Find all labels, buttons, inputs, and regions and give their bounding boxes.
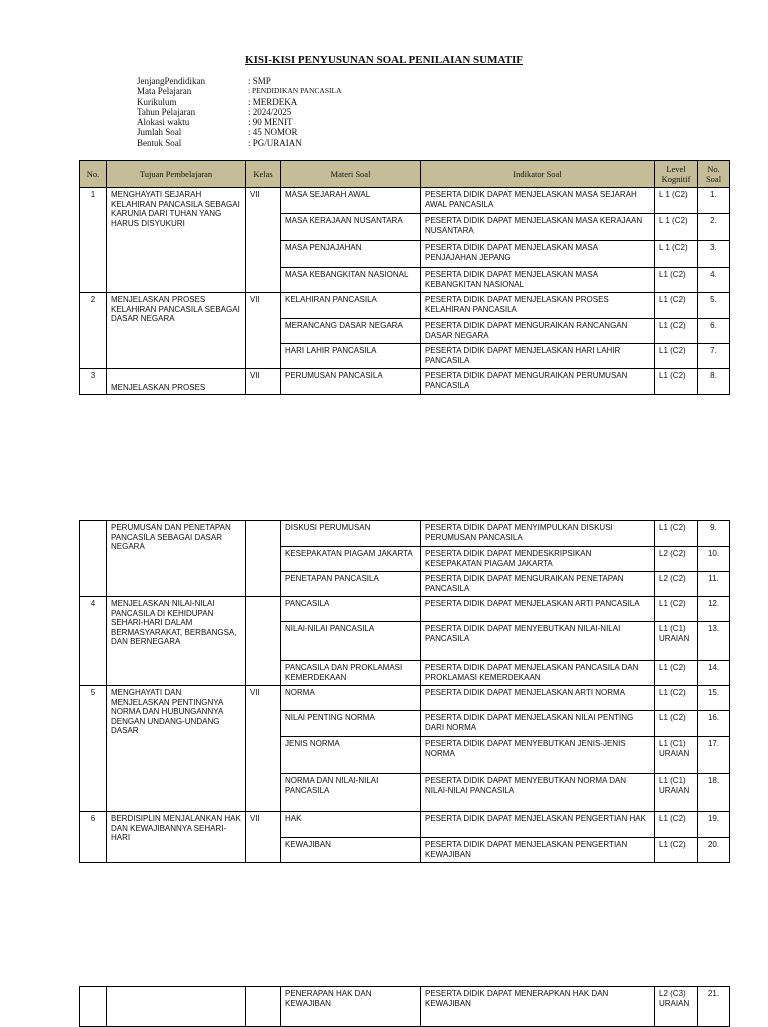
- cell-kelas: [246, 597, 281, 686]
- cell-materi: KESEPAKATAN PIAGAM JAKARTA: [281, 547, 421, 572]
- cell-materi: KEWAJIBAN: [281, 838, 421, 863]
- meta-row: [137, 107, 341, 117]
- cell-nosoal: 18.: [698, 774, 730, 812]
- cell-materi: JENIS NORMA: [281, 737, 421, 774]
- table-row: [80, 812, 730, 838]
- cell-nosoal: 13.: [698, 622, 730, 661]
- cell-tujuan: MENJELASKAN NILAI-NILAI PANCASILA DI KEHIDUPAN SEHARI-HARI DALAM BERMASYARAKAT, BERBANGSA, DAN BERNEGARA: [107, 597, 246, 686]
- cell-indikator: PESERTA DIDIK DAPAT MENYEBUTKAN NORMA DAN NILAI-NILAI PANCASILA: [421, 774, 655, 812]
- table-row: [80, 293, 730, 319]
- cell-kelas: VII: [246, 293, 281, 369]
- cell-materi: NORMA: [281, 686, 421, 711]
- cell-indikator: PESERTA DIDIK DAPAT MENDESKRIPSIKAN KESEPAKATAN PIAGAM JAKARTA: [421, 547, 655, 572]
- meta-label: Jumlah Soal: [137, 127, 182, 138]
- cell-level: L1 (C2): [655, 711, 698, 737]
- cell-nosoal: 11.: [698, 572, 730, 597]
- meta-label: Alokasi waktu: [137, 117, 190, 128]
- cell-materi: NILAI PENTING NORMA: [281, 711, 421, 737]
- cell-level: L 1 (C2): [655, 188, 698, 214]
- cell-materi: PENETAPAN PANCASILA: [281, 572, 421, 597]
- table-row: [80, 369, 730, 395]
- header-no: No.: [80, 161, 107, 188]
- cell-kelas: [246, 987, 281, 1027]
- cell-kelas: VII: [246, 369, 281, 395]
- cell-level: L2 (C2): [655, 572, 698, 597]
- meta-label: Tahun Pelajaran: [137, 106, 196, 117]
- cell-indikator: PESERTA DIDIK DAPAT MENYEBUTKAN NILAI-NILAI PANCASILA: [421, 622, 655, 661]
- cell-materi: DISKUSI PERUMUSAN: [281, 521, 421, 547]
- cell-tujuan: PERUMUSAN DAN PENETAPAN PANCASILA SEBAGAI DASAR NEGARA: [107, 521, 246, 597]
- meta-row: [137, 138, 341, 148]
- meta-label: JenjangPendidikan: [137, 76, 205, 86]
- cell-no: 4: [80, 597, 107, 686]
- cell-indikator: PESERTA DIDIK DAPAT MENGURAIKAN RANCANGAN DASAR NEGARA: [421, 319, 655, 344]
- cell-tujuan: MENJELASKAN PROSES KELAHIRAN PANCASILA SEBAGAI DASAR NEGARA: [107, 293, 246, 369]
- cell-kelas: VII: [246, 812, 281, 863]
- cell-indikator: PESERTA DIDIK DAPAT MENJELASKAN PANCASILA DAN PROKLAMASI KEMERDEKAAN: [421, 661, 655, 686]
- cell-materi: MASA KEBANGKITAN NASIONAL: [281, 268, 421, 293]
- meta-label: Mata Pelajaran: [137, 86, 192, 97]
- kisi-kisi-table-continued-2: [79, 986, 730, 1027]
- cell-level: L2 (C2): [655, 547, 698, 572]
- cell-level: L1 (C2): [655, 344, 698, 369]
- cell-indikator: PESERTA DIDIK DAPAT MENJELASKAN MASA SEJARAH AWAL PANCASILA: [421, 188, 655, 214]
- cell-indikator: PESERTA DIDIK DAPAT MENYEBUTKAN JENIS-JENIS NORMA: [421, 737, 655, 774]
- cell-level: L 1 (C2): [655, 214, 698, 241]
- cell-level: L1 (C2): [655, 268, 698, 293]
- header-kelas: Kelas: [246, 161, 281, 188]
- header-materi: Materi Soal: [281, 161, 421, 188]
- cell-indikator: PESERTA DIDIK DAPAT MENJELASKAN HARI LAHIR PANCASILA: [421, 344, 655, 369]
- cell-kelas: VII: [246, 188, 281, 293]
- cell-indikator: PESERTA DIDIK DAPAT MENJELASKAN MASA KEBANGKITAN NASIONAL: [421, 268, 655, 293]
- cell-no: 2: [80, 293, 107, 369]
- cell-kelas: [246, 521, 281, 597]
- cell-nosoal: 10.: [698, 547, 730, 572]
- cell-nosoal: 19.: [698, 812, 730, 838]
- meta-value: : 90 MENIT: [248, 117, 293, 128]
- header-nosoal: No. Soal: [698, 161, 730, 188]
- cell-level: L1 (C1) URAIAN: [655, 622, 698, 661]
- cell-nosoal: 20.: [698, 838, 730, 863]
- cell-nosoal: 15.: [698, 686, 730, 711]
- cell-level: L1 (C1) URAIAN: [655, 737, 698, 774]
- document-meta: [137, 76, 341, 148]
- cell-indikator: PESERTA DIDIK DAPAT MENJELASKAN PROSES KELAHIRAN PANCASILA: [421, 293, 655, 319]
- cell-nosoal: 2.: [698, 214, 730, 241]
- meta-row: [137, 127, 341, 137]
- table-row: [80, 521, 730, 547]
- meta-value: : PG/URAIAN: [248, 137, 302, 148]
- meta-row: [137, 76, 341, 86]
- header-tujuan: Tujuan Pembelajaran: [107, 161, 246, 188]
- meta-row: [137, 117, 341, 127]
- cell-materi: KELAHIRAN PANCASILA: [281, 293, 421, 319]
- cell-indikator: PESERTA DIDIK DAPAT MENJELASKAN ARTI PANCASILA: [421, 597, 655, 622]
- cell-level: L1 (C2): [655, 686, 698, 711]
- cell-level: L1 (C1) URAIAN: [655, 774, 698, 812]
- cell-materi: MASA KERAJAAN NUSANTARA: [281, 214, 421, 241]
- document-title: KISI-KISI PENYUSUNAN SOAL PENILAIAN SUMATIF: [245, 54, 523, 66]
- cell-indikator: PESERTA DIDIK DAPAT MENERAPKAN HAK DAN KEWAJIBAN: [421, 987, 655, 1027]
- cell-level: L1 (C2): [655, 597, 698, 622]
- meta-label: Bentuk Soal: [137, 137, 182, 148]
- cell-nosoal: 1.: [698, 188, 730, 214]
- cell-materi: MASA SEJARAH AWAL: [281, 188, 421, 214]
- cell-no: 1: [80, 188, 107, 293]
- cell-level: L1 (C2): [655, 369, 698, 395]
- cell-level: L 1 (C2): [655, 241, 698, 268]
- cell-indikator: PESERTA DIDIK DAPAT MENJELASKAN MASA PENJAJAHAN JEPANG: [421, 241, 655, 268]
- cell-tujuan: MENGHAYATI DAN MENJELASKAN PENTINGNYA NORMA DAN HUBUNGANNYA DENGAN UNDANG-UNDANG DASAR: [107, 686, 246, 812]
- cell-tujuan: BERDISIPLIN MENJALANKAN HAK DAN KEWAJIBANNYA SEHARI-HARI: [107, 812, 246, 863]
- cell-no: 5: [80, 686, 107, 812]
- cell-level: L1 (C2): [655, 812, 698, 838]
- meta-value: : MERDEKA: [248, 96, 298, 107]
- cell-materi: NORMA DAN NILAI-NILAI PANCASILA: [281, 774, 421, 812]
- cell-nosoal: 12.: [698, 597, 730, 622]
- header-level: Level Kognitif: [655, 161, 698, 188]
- cell-nosoal: 9.: [698, 521, 730, 547]
- kisi-kisi-table: [79, 160, 730, 395]
- cell-materi: PERUMUSAN PANCASILA: [281, 369, 421, 395]
- cell-no: [80, 987, 107, 1027]
- cell-nosoal: 17.: [698, 737, 730, 774]
- cell-kelas: VII: [246, 686, 281, 812]
- cell-level: L1 (C2): [655, 319, 698, 344]
- cell-materi: PENERAPAN HAK DAN KEWAJIBAN: [281, 987, 421, 1027]
- cell-indikator: PESERTA DIDIK DAPAT MENJELASKAN PENGERTIAN KEWAJIBAN: [421, 838, 655, 863]
- table-row: [80, 188, 730, 214]
- cell-no: 3: [80, 369, 107, 395]
- cell-nosoal: 16.: [698, 711, 730, 737]
- cell-indikator: PESERTA DIDIK DAPAT MENJELASKAN NILAI PENTING DARI NORMA: [421, 711, 655, 737]
- header-indikator: Indikator Soal: [421, 161, 655, 188]
- cell-materi: HAK: [281, 812, 421, 838]
- meta-value: : SMP: [248, 76, 271, 86]
- cell-nosoal: 8.: [698, 369, 730, 395]
- cell-nosoal: 4.: [698, 268, 730, 293]
- cell-level: L1 (C2): [655, 661, 698, 686]
- cell-level: L1 (C2): [655, 521, 698, 547]
- cell-tujuan: [107, 987, 246, 1027]
- cell-nosoal: 3.: [698, 241, 730, 268]
- cell-level: L1 (C2): [655, 838, 698, 863]
- table-row: [80, 987, 730, 1027]
- cell-indikator: PESERTA DIDIK DAPAT MENJELASKAN ARTI NORMA: [421, 686, 655, 711]
- cell-level: L1 (C2): [655, 293, 698, 319]
- cell-indikator: PESERTA DIDIK DAPAT MENGURAIKAN PENETAPAN PANCASILA: [421, 572, 655, 597]
- table-row: [80, 686, 730, 711]
- cell-indikator: PESERTA DIDIK DAPAT MENJELASKAN PENGERTIAN HAK: [421, 812, 655, 838]
- meta-row: [137, 97, 341, 107]
- meta-value: : 45 NOMOR: [248, 127, 298, 138]
- cell-no: 6: [80, 812, 107, 863]
- cell-indikator: PESERTA DIDIK DAPAT MENYIMPULKAN DISKUSI PERUMUSAN PANCASILA: [421, 521, 655, 547]
- cell-level: L2 (C3) URAIAN: [655, 987, 698, 1027]
- table-header-row: [80, 161, 730, 188]
- cell-indikator: PESERTA DIDIK DAPAT MENJELASKAN MASA KERAJAAN NUSANTARA: [421, 214, 655, 241]
- cell-no: [80, 521, 107, 597]
- cell-materi: MERANCANG DASAR NEGARA: [281, 319, 421, 344]
- cell-tujuan: MENGHAYATI SEJARAH KELAHIRAN PANCASILA SEBAGAI KARUNIA DARI TUHAN YANG HARUS DISYUKURI: [107, 188, 246, 293]
- cell-materi: PANCASILA DAN PROKLAMASI KEMERDEKAAN: [281, 661, 421, 686]
- table-row: [80, 597, 730, 622]
- cell-tujuan: MENJELASKAN PROSES: [107, 369, 246, 395]
- cell-nosoal: 21.: [698, 987, 730, 1027]
- cell-materi: MASA PENJAJAHAN: [281, 241, 421, 268]
- cell-indikator: PESERTA DIDIK DAPAT MENGURAIKAN PERUMUSAN PANCASILA: [421, 369, 655, 395]
- meta-row: [137, 86, 341, 96]
- meta-value: : 2024/2025: [248, 106, 292, 117]
- cell-materi: PANCASILA: [281, 597, 421, 622]
- cell-nosoal: 5.: [698, 293, 730, 319]
- cell-nosoal: 6.: [698, 319, 730, 344]
- kisi-kisi-table-continued: [79, 520, 730, 863]
- cell-materi: HARI LAHIR PANCASILA: [281, 344, 421, 369]
- meta-value: : PENDIDIKAN PANCASILA: [248, 86, 342, 96]
- meta-label: Kurikulum: [137, 96, 177, 107]
- cell-nosoal: 14.: [698, 661, 730, 686]
- cell-nosoal: 7.: [698, 344, 730, 369]
- cell-materi: NILAI-NILAI PANCASILA: [281, 622, 421, 661]
